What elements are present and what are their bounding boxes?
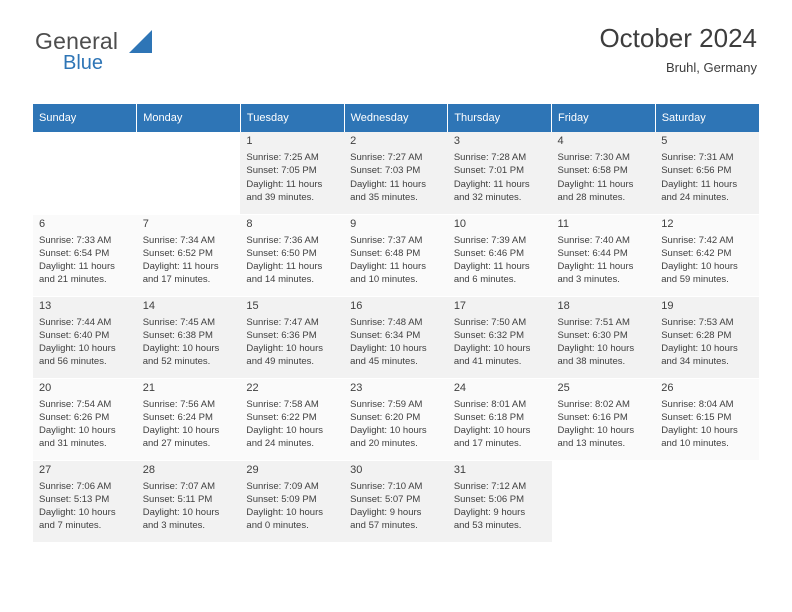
calendar-day-cell [33,214,137,296]
day-number: 22 [246,381,259,394]
calendar-cell-empty [552,460,656,542]
day-info-line: Sunrise: 7:45 AM [142,316,216,328]
day-info-line: Daylight: 10 hours [142,507,220,519]
day-info-line: Sunset: 7:03 PM [350,165,421,177]
day-sun-info [558,398,656,451]
calendar-day-cell [344,296,448,378]
day-info-line: and 17 minutes. [142,274,211,286]
day-info-line: Sunrise: 7:25 AM [246,152,319,164]
day-info-line: and 13 minutes. [557,438,626,450]
day-sun-info [143,316,241,369]
calendar-day-cell [240,132,344,214]
day-sun-info [454,398,552,451]
day-info-line: and 27 minutes. [142,438,211,450]
day-info-line: Sunset: 6:46 PM [453,247,525,259]
day-info-line: Sunrise: 7:50 AM [453,316,527,328]
day-sun-info [350,316,448,369]
day-info-line: Sunset: 6:22 PM [246,411,317,423]
day-number: 17 [453,299,467,312]
day-info-line: and 53 minutes. [453,520,522,532]
day-info-line: Sunrise: 7:10 AM [350,480,423,492]
day-info-line: Sunset: 6:26 PM [39,411,110,423]
calendar-day-cell [137,214,241,296]
day-info-line: and 34 minutes. [661,356,729,368]
day-sun-info [350,234,448,287]
day-sun-info [350,151,448,204]
day-info-line: Sunrise: 7:07 AM [142,480,216,492]
day-number: 25 [557,381,570,394]
calendar-day-cell [344,214,448,296]
day-info-line: and 7 minutes. [39,520,102,532]
day-info-line: Daylight: 11 hours [142,261,219,273]
day-info-line: and 20 minutes. [350,438,418,450]
day-info-line: Sunset: 7:01 PM [453,165,525,177]
day-sun-info [454,234,552,287]
day-sun-info [558,234,656,287]
page-header [33,0,759,78]
day-info-line: Daylight: 11 hours [557,178,634,190]
day-number: 26 [661,381,674,394]
day-info-line: Sunrise: 7:09 AM [246,480,319,492]
calendar-table [33,104,759,543]
day-sun-info [661,234,759,287]
day-info-line: Sunset: 6:32 PM [453,329,525,341]
day-number: 20 [39,381,52,394]
calendar-day-cell [137,296,241,378]
day-info-line: Sunset: 5:09 PM [246,493,317,505]
day-info-line: Sunset: 6:56 PM [661,165,732,177]
calendar-day-cell [448,460,552,542]
day-number: 28 [142,463,155,476]
day-info-line: Daylight: 10 hours [557,425,635,437]
day-sun-info [350,480,448,533]
day-info-line: Sunset: 6:34 PM [350,329,421,341]
day-sun-info [246,151,344,204]
day-info-line: Daylight: 10 hours [39,425,116,437]
calendar-day-cell [240,296,344,378]
day-info-line: Sunset: 5:13 PM [39,493,110,505]
day-info-line: and 57 minutes. [350,520,418,532]
day-info-line: Daylight: 10 hours [661,261,738,273]
day-number: 16 [350,299,363,312]
day-info-line: Sunset: 6:30 PM [557,329,628,341]
day-info-line: Sunrise: 7:33 AM [39,234,112,246]
calendar-week-row [33,296,759,378]
day-info-line: Sunset: 6:38 PM [142,329,213,341]
day-number: 8 [246,217,253,230]
day-info-line: Sunset: 7:05 PM [246,165,317,177]
day-info-line: Daylight: 11 hours [246,178,323,190]
day-info-line: Daylight: 9 hours [350,507,422,519]
day-info-line: and 45 minutes. [350,356,418,368]
day-info-line: and 35 minutes. [350,191,418,203]
day-info-line: and 59 minutes. [661,274,729,286]
day-sun-info [143,234,241,287]
calendar-week-row [33,214,759,296]
day-info-line: Sunset: 6:16 PM [557,411,628,423]
day-info-line: Daylight: 11 hours [557,261,634,273]
day-info-line: Sunrise: 7:58 AM [246,398,319,410]
day-info-line: Sunrise: 7:06 AM [39,480,112,492]
day-number: 30 [350,463,363,476]
day-info-line: Sunrise: 7:59 AM [350,398,423,410]
day-number: 7 [142,217,149,230]
day-info-line: Daylight: 11 hours [246,261,323,273]
day-info-line: Sunrise: 7:34 AM [142,234,216,246]
day-sun-info [661,151,759,204]
day-info-line: Daylight: 10 hours [350,343,427,355]
day-sun-info [39,398,137,451]
location-subtitle: Bruhl, Germany [665,60,757,75]
calendar-day-cell [552,214,656,296]
day-sun-info [246,316,344,369]
day-info-line: Sunset: 6:36 PM [246,329,317,341]
day-number: 24 [453,381,467,394]
day-number: 21 [142,381,155,394]
calendar-day-cell [33,378,137,460]
day-info-line: and 32 minutes. [453,191,522,203]
page-title: October 2024 [599,23,757,53]
day-info-line: and 0 minutes. [246,520,309,532]
day-info-line: Sunrise: 7:40 AM [557,234,630,246]
day-sun-info [454,316,552,369]
calendar-day-cell [137,460,241,542]
day-sun-info [143,398,241,451]
day-sun-info [143,480,241,533]
calendar-day-cell [33,296,137,378]
day-info-line: Sunrise: 8:02 AM [557,398,630,410]
day-number: 19 [661,299,674,312]
calendar-day-cell [240,214,344,296]
day-info-line: and 3 minutes. [142,520,206,532]
calendar-day-cell [448,378,552,460]
calendar-day-cell [448,214,552,296]
day-info-line: Sunset: 6:58 PM [557,165,628,177]
day-info-line: Daylight: 11 hours [661,178,738,190]
day-info-line: Sunrise: 7:12 AM [453,480,527,492]
day-info-line: and 3 minutes. [557,274,620,286]
day-info-line: and 21 minutes. [39,274,107,286]
day-info-line: Daylight: 11 hours [39,261,115,273]
day-info-line: Sunset: 6:20 PM [350,411,421,423]
day-number: 18 [557,299,570,312]
day-info-line: Sunrise: 8:04 AM [661,398,734,410]
day-info-line: and 6 minutes. [453,274,517,286]
day-info-line: and 49 minutes. [246,356,315,368]
day-sun-info [454,151,552,204]
day-info-line: Sunrise: 7:30 AM [557,152,630,164]
calendar-day-cell [655,214,759,296]
calendar-cell-empty [33,132,137,214]
day-info-line: Sunrise: 7:56 AM [142,398,216,410]
day-info-line: Sunset: 5:06 PM [453,493,525,505]
day-info-line: and 38 minutes. [557,356,626,368]
day-info-line: Sunrise: 7:42 AM [661,234,734,246]
calendar-day-cell [344,460,448,542]
day-info-line: and 31 minutes. [39,438,107,450]
day-info-line: Daylight: 10 hours [661,343,738,355]
day-info-line: Sunrise: 7:28 AM [453,152,527,164]
day-sun-info [39,480,137,533]
day-info-line: Sunrise: 7:27 AM [350,152,423,164]
calendar-header-row [33,104,759,132]
day-number: 29 [246,463,259,476]
day-number: 23 [350,381,363,394]
day-number: 4 [557,135,564,147]
calendar-day-cell [240,378,344,460]
day-info-line: Sunset: 6:15 PM [661,411,732,423]
calendar-day-cell [344,132,448,214]
day-info-line: Sunrise: 7:37 AM [350,234,423,246]
day-info-line: Daylight: 10 hours [453,425,531,437]
day-number: 2 [350,135,357,147]
day-info-line: and 14 minutes. [246,274,315,286]
calendar-week-row [33,132,759,214]
day-info-line: Daylight: 11 hours [453,178,530,190]
day-info-line: Daylight: 10 hours [350,425,427,437]
day-number: 1 [246,135,253,147]
day-info-line: Daylight: 11 hours [350,261,426,273]
day-info-line: Sunset: 5:11 PM [142,493,213,505]
logo [35,28,255,82]
day-info-line: and 17 minutes. [453,438,522,450]
day-info-line: Sunrise: 7:47 AM [246,316,319,328]
day-info-line: Sunrise: 7:51 AM [557,316,630,328]
day-info-line: Sunset: 6:24 PM [142,411,213,423]
day-info-line: Sunset: 6:40 PM [39,329,110,341]
weekday-header-monday: Monday [137,104,241,132]
day-info-line: Sunset: 6:28 PM [661,329,732,341]
day-number: 12 [661,217,674,230]
day-info-line: Daylight: 9 hours [453,507,526,519]
day-info-line: and 24 minutes. [661,191,729,203]
day-number: 9 [350,217,357,230]
day-info-line: Daylight: 10 hours [39,507,116,519]
day-info-line: and 28 minutes. [557,191,626,203]
day-info-line: and 24 minutes. [246,438,315,450]
day-info-line: and 10 minutes. [661,438,729,450]
weekday-header-tuesday: Tuesday [240,104,344,132]
day-info-line: Sunset: 6:48 PM [350,247,421,259]
day-info-line: and 52 minutes. [142,356,211,368]
weekday-header-sunday: Sunday [33,104,137,132]
weekday-header-saturday: Saturday [655,104,759,132]
day-number: 31 [453,463,467,476]
day-info-line: Daylight: 10 hours [661,425,738,437]
day-number: 10 [453,217,467,230]
day-info-line: Sunset: 6:52 PM [142,247,213,259]
day-info-line: Daylight: 10 hours [246,343,323,355]
weekday-header-friday: Friday [552,104,656,132]
calendar-day-cell [344,378,448,460]
day-info-line: Sunrise: 7:31 AM [661,152,734,164]
calendar-day-cell [137,378,241,460]
calendar-day-cell [552,132,656,214]
day-sun-info [661,398,759,451]
calendar-day-cell [33,460,137,542]
day-sun-info [39,234,137,287]
weekday-header-wednesday: Wednesday [344,104,448,132]
day-number: 27 [39,463,52,476]
day-info-line: Daylight: 10 hours [453,343,531,355]
calendar-day-cell [655,296,759,378]
weekday-header-thursday: Thursday [448,104,552,132]
day-info-line: Sunrise: 7:39 AM [453,234,527,246]
logo-text-general: General [35,28,119,54]
day-info-line: Sunset: 6:18 PM [453,411,525,423]
day-info-line: Sunrise: 7:48 AM [350,316,423,328]
day-number: 3 [453,135,460,147]
calendar-body [33,132,759,542]
triangle-icon [129,30,152,53]
calendar-day-cell [240,460,344,542]
day-number: 15 [246,299,259,312]
day-info-line: Daylight: 10 hours [142,425,220,437]
day-info-line: Sunrise: 7:53 AM [661,316,734,328]
calendar-cell-empty [655,460,759,542]
day-info-line: Sunrise: 7:44 AM [39,316,112,328]
day-info-line: Sunrise: 7:54 AM [39,398,112,410]
day-sun-info [454,480,552,533]
calendar-day-cell [448,296,552,378]
day-number: 14 [142,299,155,312]
calendar-day-cell [552,296,656,378]
day-sun-info [246,480,344,533]
day-sun-info [246,398,344,451]
day-sun-info [661,316,759,369]
calendar-day-cell [552,378,656,460]
calendar-day-cell [655,132,759,214]
day-info-line: and 56 minutes. [39,356,107,368]
day-info-line: Sunrise: 7:36 AM [246,234,319,246]
calendar-day-cell [448,132,552,214]
calendar-cell-empty [137,132,241,214]
day-info-line: Sunset: 6:50 PM [246,247,317,259]
day-info-line: Daylight: 10 hours [246,507,323,519]
day-info-line: Sunrise: 8:01 AM [453,398,527,410]
day-info-line: and 10 minutes. [350,274,418,286]
day-info-line: Daylight: 10 hours [142,343,220,355]
day-info-line: Sunset: 6:54 PM [39,247,110,259]
logo-text-blue: Blue [63,52,104,74]
day-number: 5 [661,135,668,147]
day-info-line: Daylight: 11 hours [350,178,426,190]
day-number: 13 [39,299,52,312]
day-info-line: and 41 minutes. [453,356,522,368]
day-info-line: Daylight: 10 hours [557,343,635,355]
day-info-line: Daylight: 10 hours [39,343,116,355]
day-info-line: Daylight: 10 hours [246,425,323,437]
day-number: 6 [39,217,46,230]
day-info-line: Sunset: 6:44 PM [557,247,628,259]
calendar-day-cell [655,378,759,460]
day-info-line: Sunset: 6:42 PM [661,247,732,259]
day-sun-info [39,316,137,369]
calendar-week-row [33,378,759,460]
day-sun-info [558,316,656,369]
day-info-line: and 39 minutes. [246,191,315,203]
title-block [599,22,757,78]
day-number: 11 [557,217,569,230]
calendar-week-row [33,460,759,542]
day-sun-info [246,234,344,287]
day-sun-info [558,151,656,204]
day-info-line: Daylight: 11 hours [453,261,530,273]
day-sun-info [350,398,448,451]
day-info-line: Sunset: 5:07 PM [350,493,421,505]
